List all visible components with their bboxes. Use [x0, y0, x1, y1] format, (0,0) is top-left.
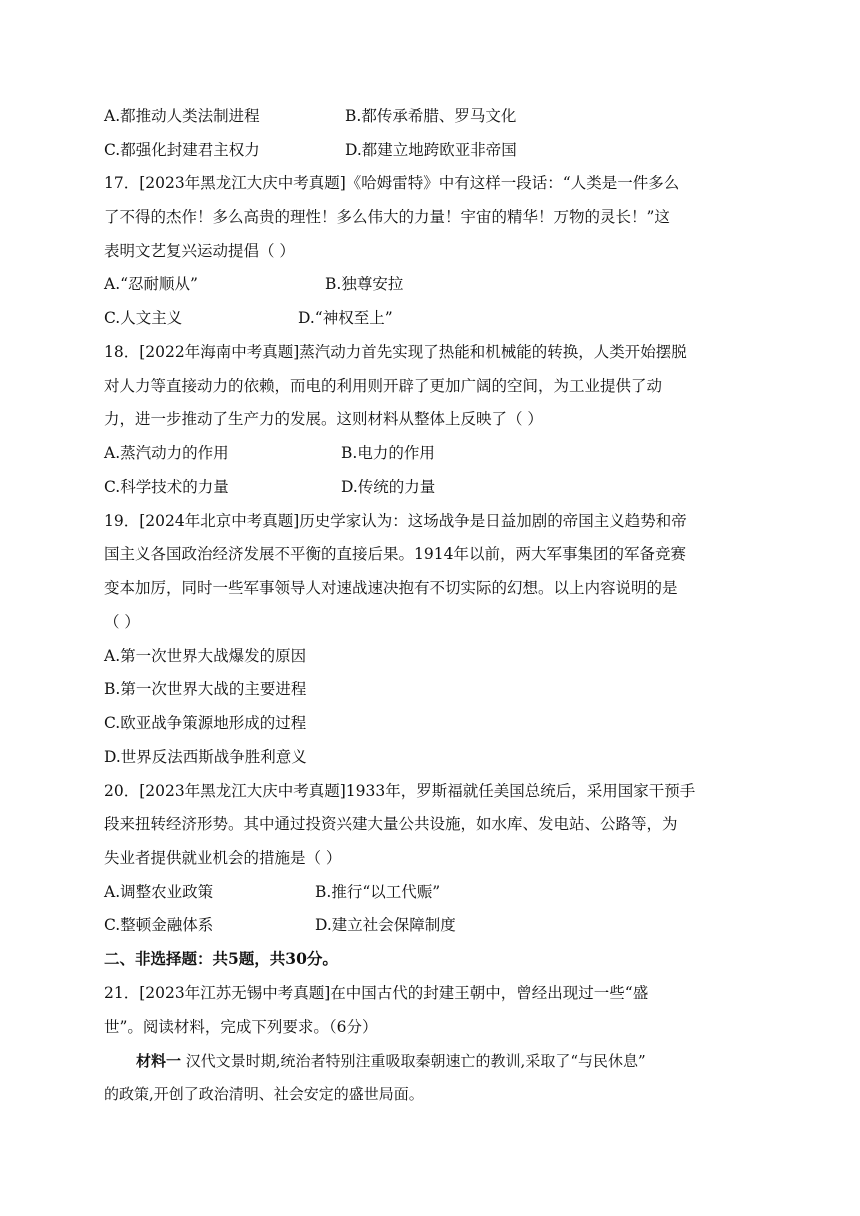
q17-option-c: C.人文主义	[104, 309, 183, 327]
q17-stem-line-1: 17．[2023年黑龙江大庆中考真题]《哈姆雷特》中有这样一段话：“人类是一件多么	[104, 174, 680, 192]
q18-option-a: A.蒸汽动力的作用	[104, 444, 229, 462]
material-text: 汉代文景时期,统治者特别注重吸取秦朝速亡的教训,采取了“与民休息”	[181, 1052, 646, 1070]
q20-option-c: C.整顿金融体系	[104, 916, 214, 934]
q19-stem-line-3: 变本加厉，同时一些军事领导人对速战速决抱有不切实际的幻想。以上内容说明的是	[104, 579, 678, 597]
q20-option-d: D.建立社会保障制度	[315, 916, 456, 934]
q19-option-d: D.世界反法西斯战争胜利意义	[104, 748, 307, 766]
q17-option-b: B.独尊安拉	[325, 275, 404, 293]
q20-stem-line-3: 失业者提供就业机会的措施是（ ）	[104, 849, 342, 867]
q17-option-d: D.“神权至上”	[298, 309, 393, 327]
q19-stem-line-4: （ ）	[104, 613, 140, 631]
q17-stem-line-2: 了不得的杰作！多么高贵的理性！多么伟大的力量！宇宙的精华！万物的灵长！”这	[104, 208, 670, 226]
q21-material-1-line-2: 的政策,开创了政治清明、社会安定的盛世局面。	[104, 1085, 424, 1103]
section-heading: 二、非选择题：共5题，共30分。	[104, 949, 338, 968]
q18-option-b: B.电力的作用	[341, 444, 435, 462]
q18-option-d: D.传统的力量	[341, 478, 436, 496]
q18-stem-line-3: 力，进一步推动了生产力的发展。这则材料从整体上反映了（ ）	[104, 410, 543, 428]
q20-stem-line-2: 段来扭转经济形势。其中通过投资兴建大量公共设施，如水库、发电站、公路等，为	[104, 815, 678, 833]
q19-option-a: A.第一次世界大战爆发的原因	[104, 647, 307, 665]
q19-option-b: B.第一次世界大战的主要进程	[104, 680, 307, 698]
q17-option-a: A.“忍耐顺从”	[104, 275, 198, 293]
q19-stem-line-2: 国主义各国政治经济发展不平衡的直接后果。1914年以前，两大军事集团的军备竞赛	[104, 545, 686, 563]
q21-stem-line-2: 世”。阅读材料，完成下列要求。（6分）	[104, 1018, 378, 1036]
q21-stem-line-1: 21．[2023年江苏无锡中考真题]在中国古代的封建王朝中，曾经出现过一些“盛	[104, 984, 649, 1002]
q21-material-1-line-1	[136, 1050, 646, 1072]
q18-option-c: C.科学技术的力量	[104, 478, 229, 496]
q20-option-b: B.推行“以工代赈”	[315, 883, 441, 901]
q20-stem-line-1: 20．[2023年黑龙江大庆中考真题]1933年，罗斯福就任美国总统后，采用国家干预手	[104, 782, 696, 800]
material-label: 材料一	[136, 1052, 182, 1070]
q16-option-c: C.都强化封建君主权力	[104, 141, 260, 159]
q16-option-d: D.都建立地跨欧亚非帝国	[345, 141, 517, 159]
q16-option-a: A.都推动人类法制进程	[104, 107, 260, 125]
q18-stem-line-1: 18．[2022年海南中考真题]蒸汽动力首先实现了热能和机械能的转换，人类开始摆脱	[104, 343, 687, 361]
q17-stem-line-3: 表明文艺复兴运动提倡（ ）	[104, 242, 295, 260]
q19-option-c: C.欧亚战争策源地形成的过程	[104, 714, 307, 732]
q20-option-a: A.调整农业政策	[104, 883, 214, 901]
q18-stem-line-2: 对人力等直接动力的依赖，而电的利用则开辟了更加广阔的空间，为工业提供了动	[104, 377, 663, 395]
q16-option-b: B.都传承希腊、罗马文化	[345, 107, 517, 125]
q19-stem-line-1: 19．[2024年北京中考真题]历史学家认为：这场战争是日益加剧的帝国主义趋势和帝	[104, 512, 687, 530]
